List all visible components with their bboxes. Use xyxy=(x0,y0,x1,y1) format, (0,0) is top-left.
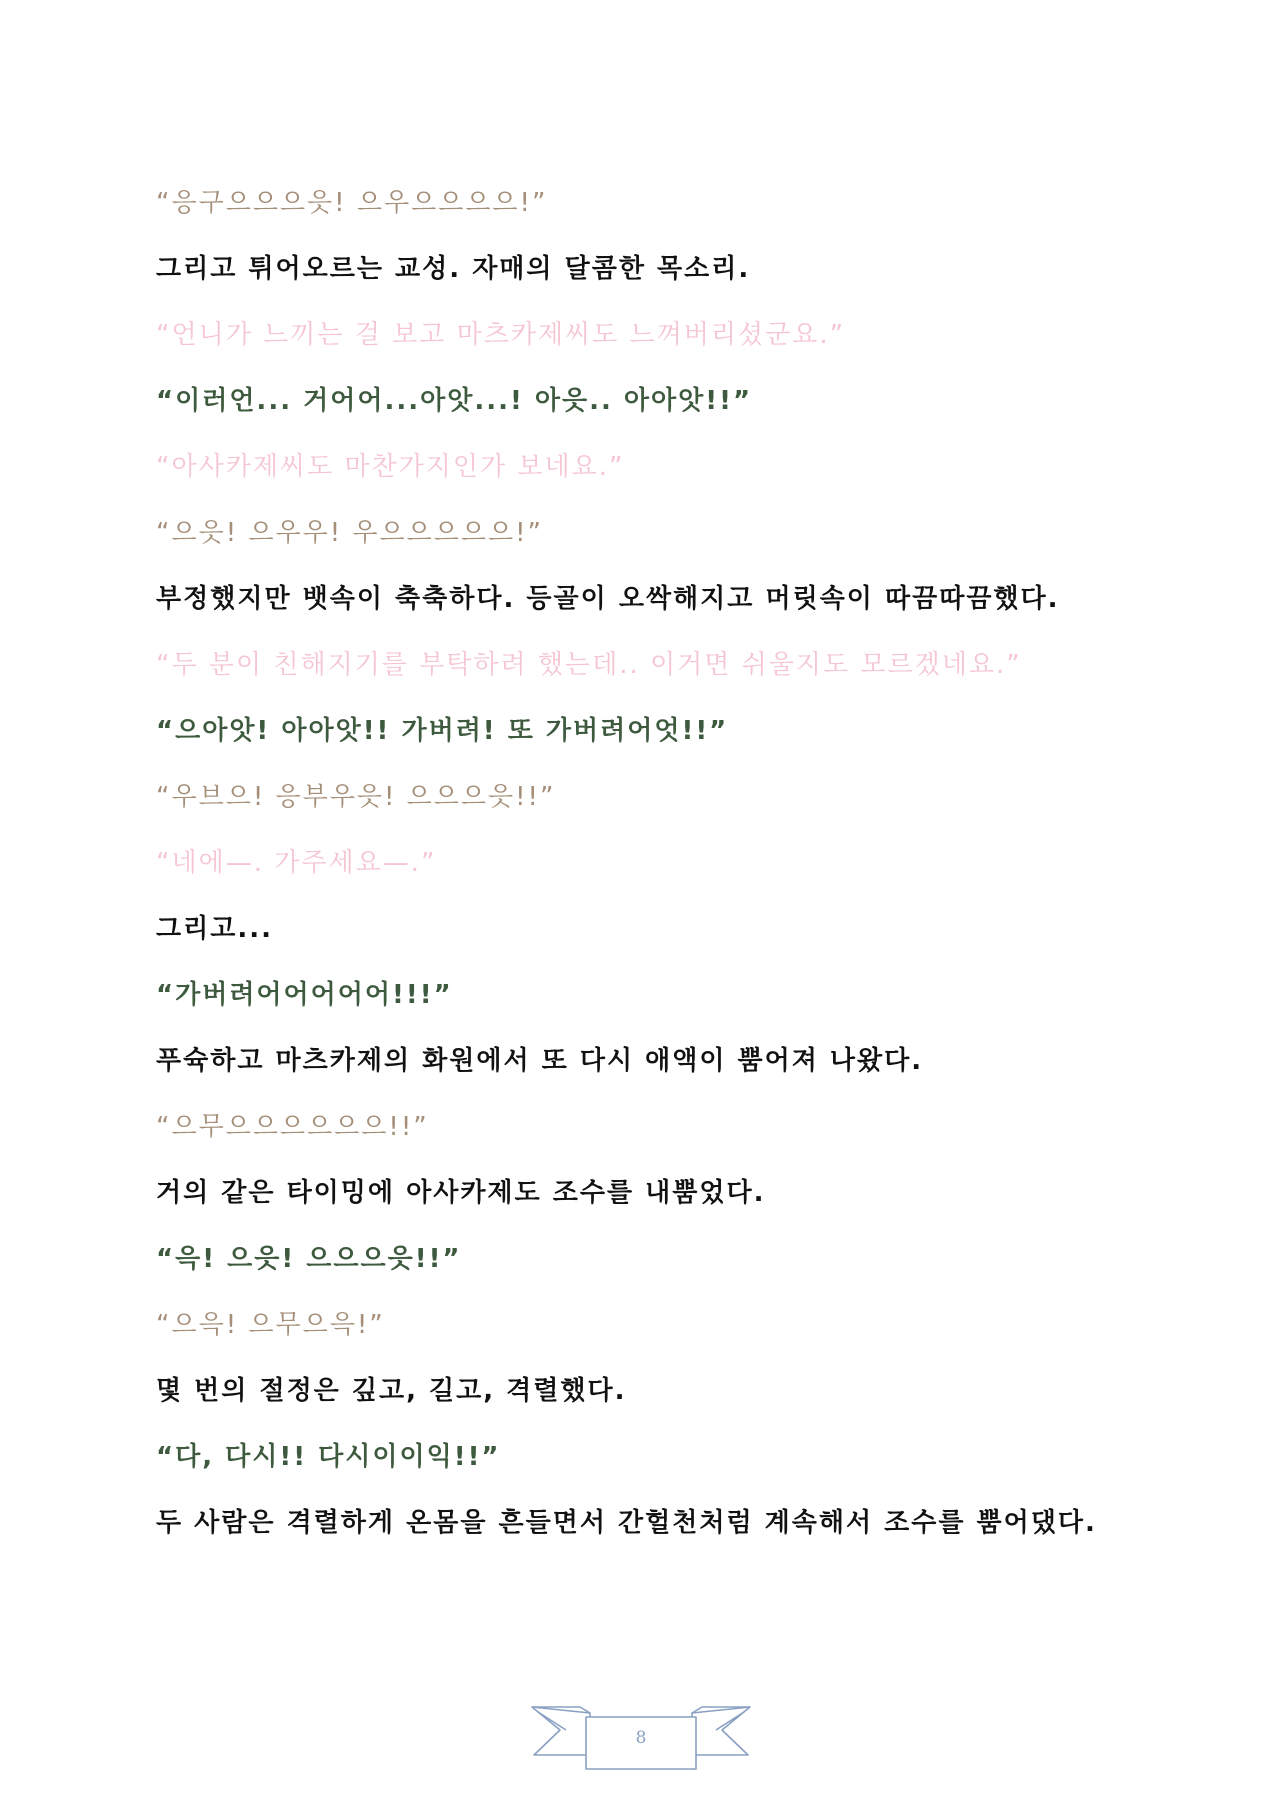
text-line: “다, 다시!! 다시이이익!!” xyxy=(156,1442,501,1472)
text-line: “아사카제씨도 마찬가지인가 보네요.” xyxy=(156,452,625,482)
text-line: “으아앗! 아아앗!! 가버려! 또 가버려어엇!!” xyxy=(156,716,729,746)
text-line: 그리고... xyxy=(156,914,273,944)
text-body xyxy=(156,181,1156,1567)
text-line: 그리고 튀어오르는 교성. 자매의 달콤한 목소리. xyxy=(156,254,751,284)
text-line: “윽! 으읏! 으으으읏!!” xyxy=(156,1244,462,1274)
text-line: “으윽! 으무으윽!” xyxy=(156,1310,385,1340)
text-line: 부정했지만 뱃속이 축축하다. 등골이 오싹해지고 머릿속이 따끔따끔했다. xyxy=(156,584,1060,614)
text-line: “이러언... 거어어...아앗...! 아읏.. 아아앗!!” xyxy=(156,386,753,416)
text-line: “언니가 느끼는 걸 보고 마츠카제씨도 느껴버리셨군요.” xyxy=(156,320,846,350)
text-line: 거의 같은 타이밍에 아사카제도 조수를 내뿜었다. xyxy=(156,1178,766,1208)
text-line: 두 사람은 격렬하게 온몸을 흔들면서 간헐천처럼 계속해서 조수를 뿜어댔다. xyxy=(156,1508,1097,1538)
text-line: 몇 번의 절정은 깊고, 길고, 격렬했다. xyxy=(156,1376,627,1406)
text-line: “으무으으으으으으!!” xyxy=(156,1112,429,1142)
text-line: “두 분이 친해지기를 부탁하려 했는데.. 이거면 쉬울지도 모르겠네요.” xyxy=(156,650,1022,680)
text-line: 푸슉하고 마츠카제의 화원에서 또 다시 애액이 뿜어져 나왔다. xyxy=(156,1046,924,1076)
page-number-badge xyxy=(530,1703,752,1773)
text-line: “으읏! 으우우! 우으으으으으!” xyxy=(156,518,544,548)
text-line: “네에—. 가주세요—.” xyxy=(156,848,437,878)
page-number: 8 xyxy=(635,1728,647,1748)
text-line: “우브으! 응부우읏! 으으으읏!!” xyxy=(156,782,556,812)
text-line: “응구으으으읏! 으우으으으으!” xyxy=(156,188,548,218)
text-line: “가버려어어어어어!!!” xyxy=(156,980,453,1010)
